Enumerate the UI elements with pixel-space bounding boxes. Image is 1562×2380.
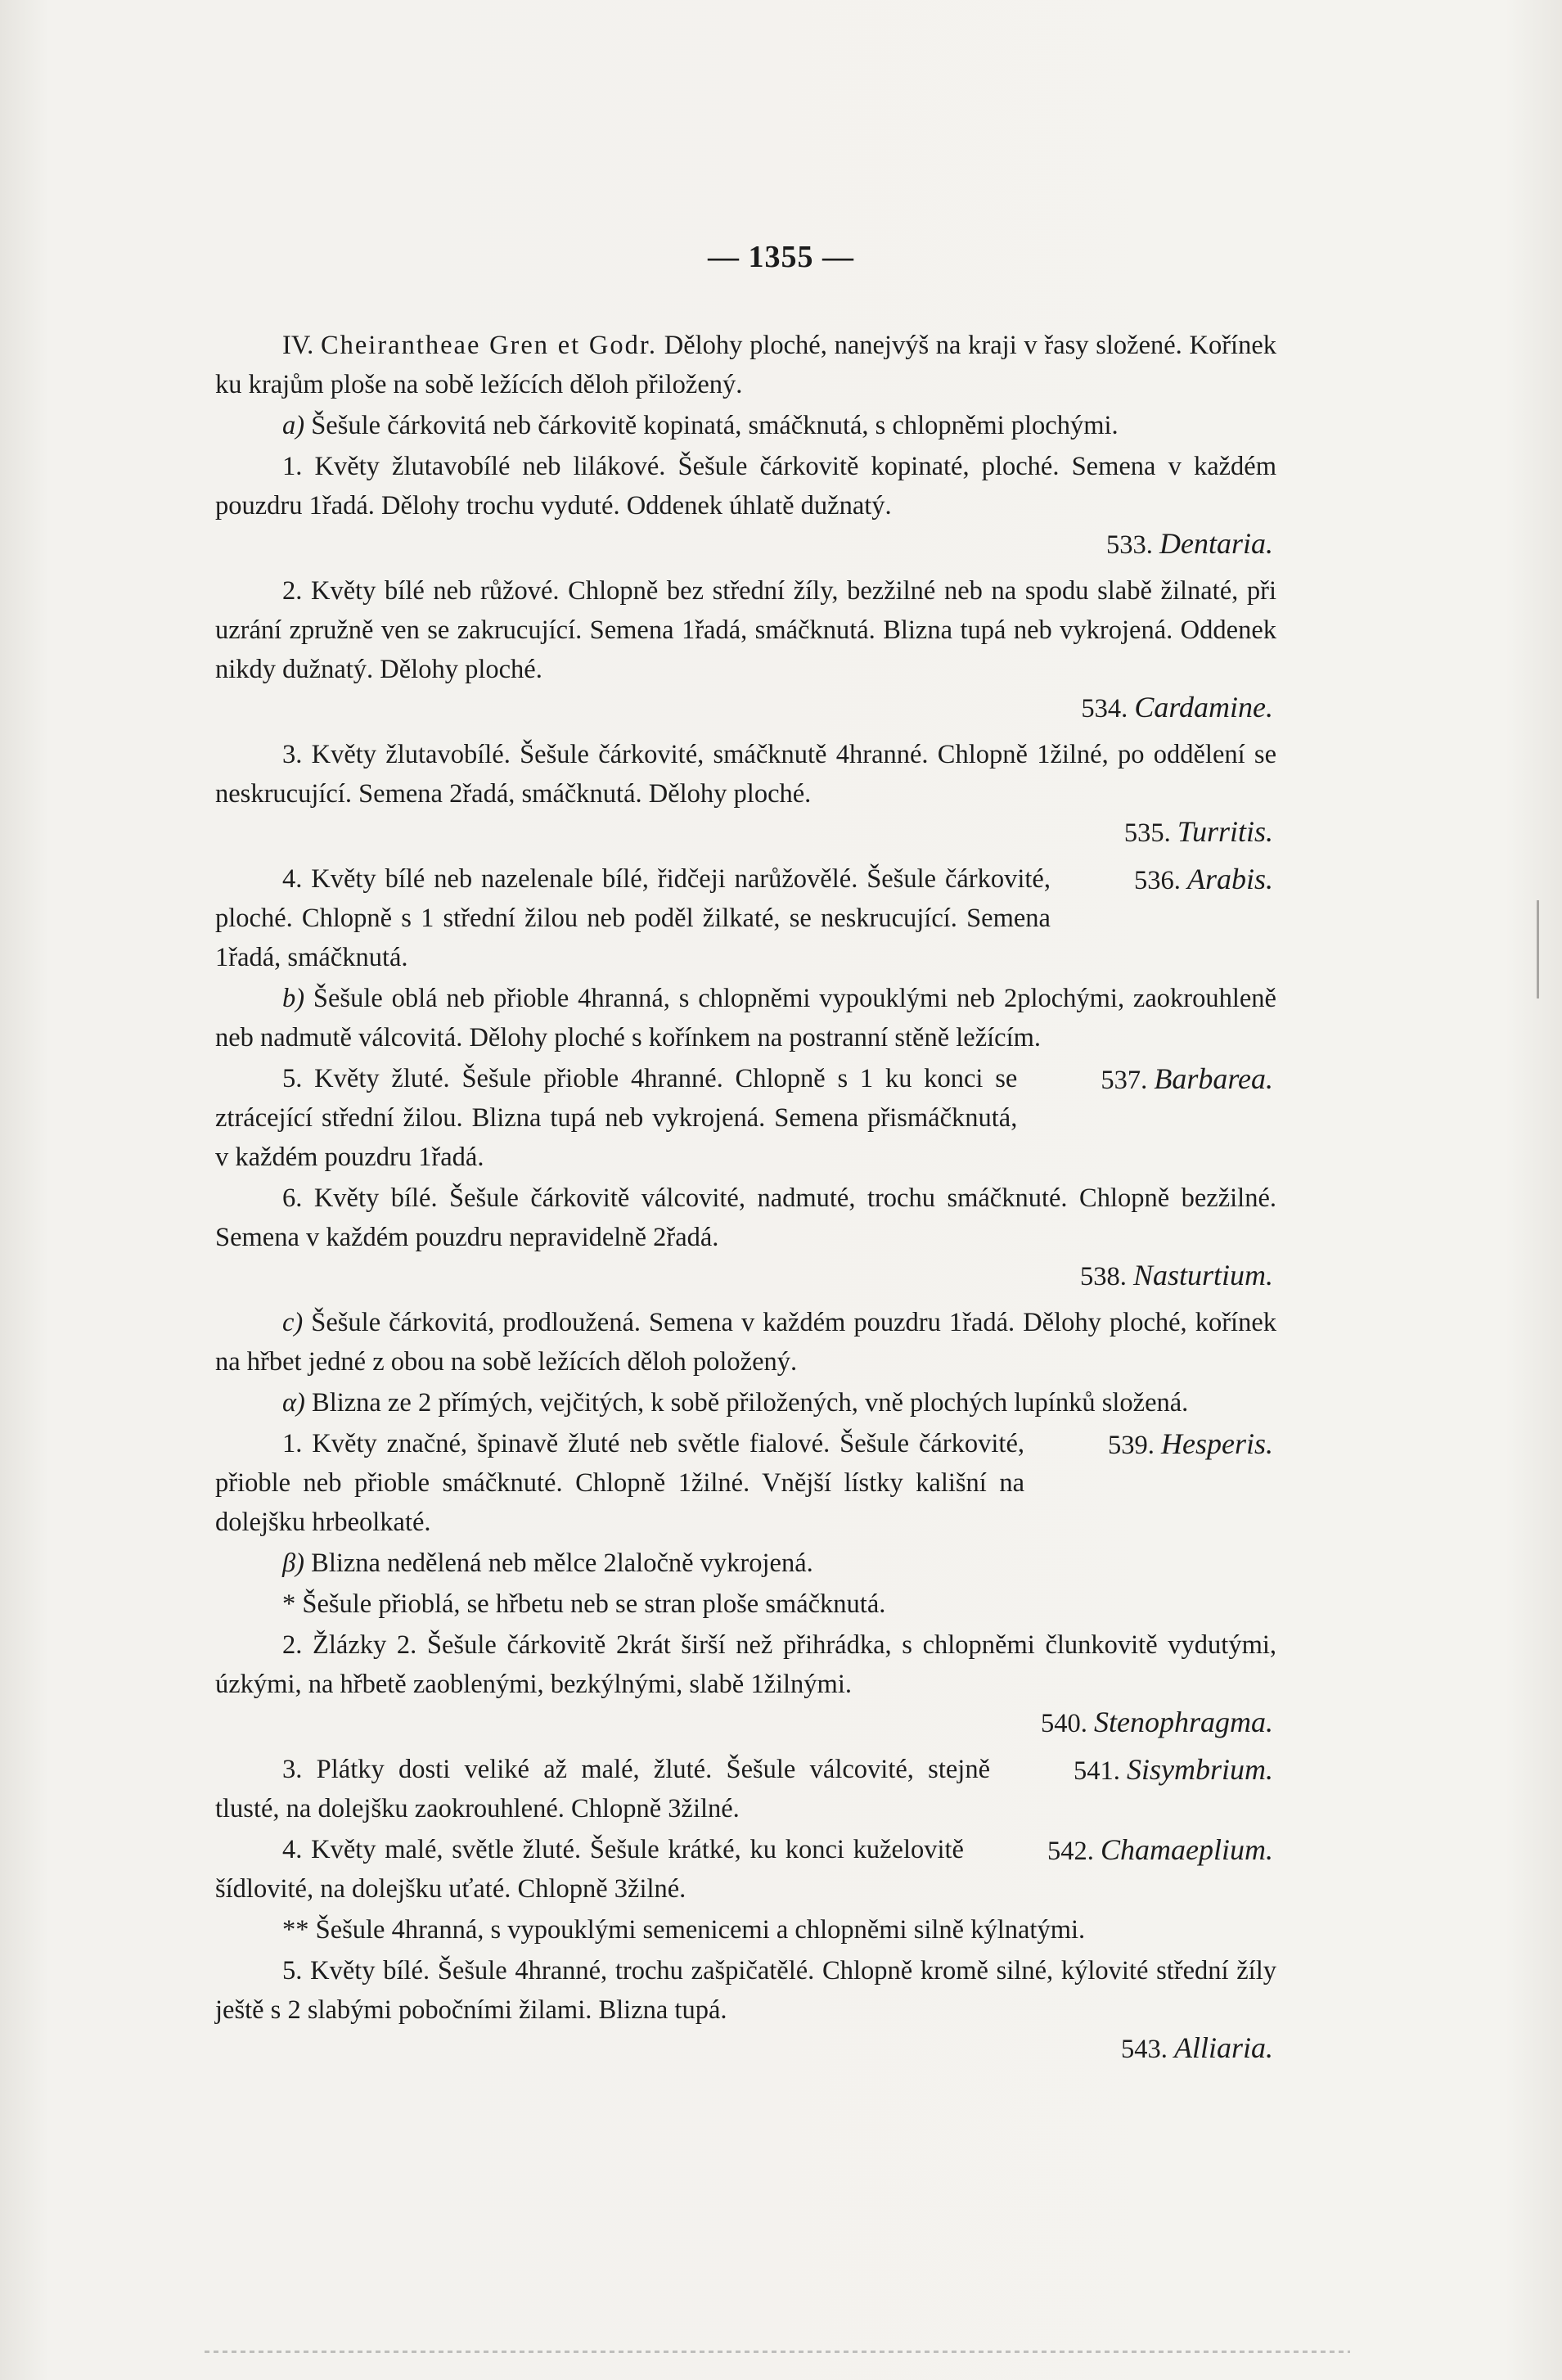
genus-539 xyxy=(1041,1424,1276,1465)
key-section-b xyxy=(215,979,1276,1057)
genus-number: 541. xyxy=(1074,1756,1120,1786)
key-entry-6: 6. Květy bílé. Šešule čárkovitě válcovité, nadmuté, trochu smáčknuté. Chlopně bezžilné. Semena v každém pouzdru nepravidelně 2řadá. xyxy=(215,1183,1276,1252)
genus-535 xyxy=(215,812,1276,853)
key-text-c: Šešule čárkovitá, prodloužená. Semena v každém pouzdru 1řadá. Dělohy ploché, kořínek na hřbet jedné z obou na sobě ležících děloh položený. xyxy=(215,1308,1276,1377)
key-text-b: Šešule oblá neb přioble 4hranná, s chlopněmi vypouklými neb 2plochými, zaokrouhleně neb nadmutě válcovitá. Dělohy ploché s kořínkem na postranní stěně ležícím. xyxy=(215,984,1276,1053)
genus-533 xyxy=(215,524,1276,565)
genus-541 xyxy=(1006,1750,1276,1791)
genus-name: Chamaeplium. xyxy=(1101,1833,1273,1866)
key-entry-4-text: 4. Květy bílé neb nazelenale bílé, řidčeji narůžovělé. Šešule čárkovité, ploché. Chlopně s 1 střední žilou neb poděl žilkaté, se neskrucující. Semena 1řadá, smáčknutá. xyxy=(215,864,1051,972)
key-letter-b: b) xyxy=(282,984,305,1013)
key-entry-3: 3. Květy žlutavobílé. Šešule čárkovité, smáčknutě 4hranné. Chlopně 1žilné, po oddělení se neskrucující. Semena 2řadá, smáčknutá. Dělohy ploché. xyxy=(215,740,1276,809)
genus-name: Nasturtium. xyxy=(1132,1259,1273,1291)
key-letter-beta: β) xyxy=(282,1548,305,1578)
key-entry-4 xyxy=(215,859,1276,977)
key-subsection-star: * Šešule přioblá, se hřbetu neb se stran ploše smáčknutá. xyxy=(282,1589,886,1619)
genus-number: 533. xyxy=(1106,530,1153,560)
genus-number: 539. xyxy=(1108,1431,1155,1460)
tribe-heading xyxy=(215,326,1276,404)
genus-name: Turritis. xyxy=(1177,815,1273,848)
key-letter-a: a) xyxy=(282,411,305,440)
key-subsection-double-star: ** Šešule 4hranná, s vypouklými semenicemi a chlopněmi silně kýlnatými. xyxy=(282,1915,1086,1945)
key-letter-c: c) xyxy=(282,1308,304,1337)
tribe-name: Cheirantheae Gren et Godr. xyxy=(320,331,658,360)
key-entry-5 xyxy=(215,1059,1276,1177)
genus-number: 537. xyxy=(1101,1066,1148,1095)
key-text-alpha: Blizna ze 2 přímých, vejčitých, k sobě přiložených, vně plochých lupínků složená. xyxy=(304,1388,1189,1418)
page-body xyxy=(215,326,1276,2076)
key-text-beta: Blizna nedělená neb mělce 2laločně vykrojená. xyxy=(304,1548,813,1578)
genus-name: Dentaria. xyxy=(1159,527,1273,560)
scan-bottom-edge xyxy=(205,2351,1350,2353)
genus-number: 538. xyxy=(1079,1262,1127,1291)
genus-number: 543. xyxy=(1120,2035,1168,2064)
key-entry-2: 2. Květy bílé neb růžové. Chlopně bez střední žíly, bezžilné neb na spodu slabě žilnaté, při uzrání zpružně ven se zakrucující. Semena 1řadá, smáčknutá. Blizna tupá neb vykrojená. Oddenek nikdy dužnatý. Dělohy ploché. xyxy=(215,576,1276,684)
key-section-c xyxy=(215,1303,1276,1382)
genus-number: 534. xyxy=(1081,694,1128,723)
key-section-alpha xyxy=(215,1383,1276,1422)
key-entry-7 xyxy=(215,1424,1276,1542)
key-entry-9-text: 3. Plátky dosti veliké až malé, žluté. Šešule válcovité, stejně tlusté, na dolejšku zaokrouhlené. Chlopně 3žilné. xyxy=(215,1755,990,1823)
key-entry-9 xyxy=(215,1750,1276,1828)
genus-name: Cardamine. xyxy=(1134,691,1273,723)
genus-name: Arabis. xyxy=(1186,863,1273,895)
key-entry-11: 5. Květy bílé. Šešule 4hranné, trochu zašpičatělé. Chlopně kromě silné, kýlovité střední žíly ještě s 2 slabými pobočními žilami. Blizna tupá. xyxy=(215,1956,1276,2025)
key-entry-5-text: 5. Květy žluté. Šešule přioble 4hranné. Chlopně s 1 ku konci se ztrácející střední žilou. Blizna tupá neb vykrojená. Semena přismáčknutá, v každém pouzdru 1řadá. xyxy=(215,1064,1018,1172)
key-text-a: Šešule čárkovitá neb čárkovitě kopinatá, smáčknutá, s chlopněmi plochými. xyxy=(304,411,1119,440)
genus-number: 535. xyxy=(1123,818,1171,848)
key-entry-8: 2. Žlázky 2. Šešule čárkovitě 2krát širší než přihrádka, s chlopněmi člunkovitě vydutými, úzkými, na hřbetě zaoblenými, bezkýlnými, slabě 1žilnými. xyxy=(215,1630,1276,1699)
genus-543 xyxy=(215,2028,1276,2069)
genus-name: Barbarea. xyxy=(1154,1062,1273,1095)
tribe-number: IV. xyxy=(282,331,321,360)
genus-number: 540. xyxy=(1041,1709,1087,1738)
page-number: — 1355 — xyxy=(708,240,854,274)
genus-name: Sisymbrium. xyxy=(1127,1753,1273,1786)
key-section-a xyxy=(215,406,1276,445)
key-entry-10 xyxy=(215,1830,1276,1909)
genus-540 xyxy=(215,1702,1276,1743)
genus-name: Alliaria. xyxy=(1173,2031,1273,2064)
key-letter-alpha: α) xyxy=(282,1388,305,1418)
genus-number: 536. xyxy=(1133,866,1181,895)
tribe-description: Dělohy ploché, nanejvýš na kraji v řasy složené. Kořínek ku krajům ploše na sobě ležících děloh přiložený. xyxy=(215,331,1276,399)
genus-536 xyxy=(1067,859,1276,900)
genus-534 xyxy=(215,687,1276,728)
key-entry-7-text: 1. Květy značné, špinavě žluté neb světle fialové. Šešule čárkovité, přioble neb přioble smáčknuté. Chlopně 1žilné. Vnější lístky kališní na dolejšku hrbeolkaté. xyxy=(215,1429,1024,1537)
genus-537 xyxy=(1033,1059,1276,1100)
genus-name: Stenophragma. xyxy=(1094,1706,1273,1738)
genus-538 xyxy=(215,1255,1276,1296)
genus-542 xyxy=(980,1830,1276,1871)
genus-name: Hesperis. xyxy=(1161,1427,1273,1460)
key-entry-1: 1. Květy žlutavobílé neb lilákové. Šešule čárkovitě kopinaté, ploché. Semena v každém pouzdru 1řadá. Dělohy trochu vyduté. Oddenek úhlatě dužnatý. xyxy=(215,452,1276,521)
page-edge-mark xyxy=(1537,900,1539,998)
key-section-beta xyxy=(215,1544,1276,1583)
genus-number: 542. xyxy=(1047,1837,1094,1866)
key-entry-10-text: 4. Květy malé, světle žluté. Šešule krátké, ku konci kuželovitě šídlovité, na dolejšku uťaté. Chlopně 3žilné. xyxy=(215,1835,964,1904)
